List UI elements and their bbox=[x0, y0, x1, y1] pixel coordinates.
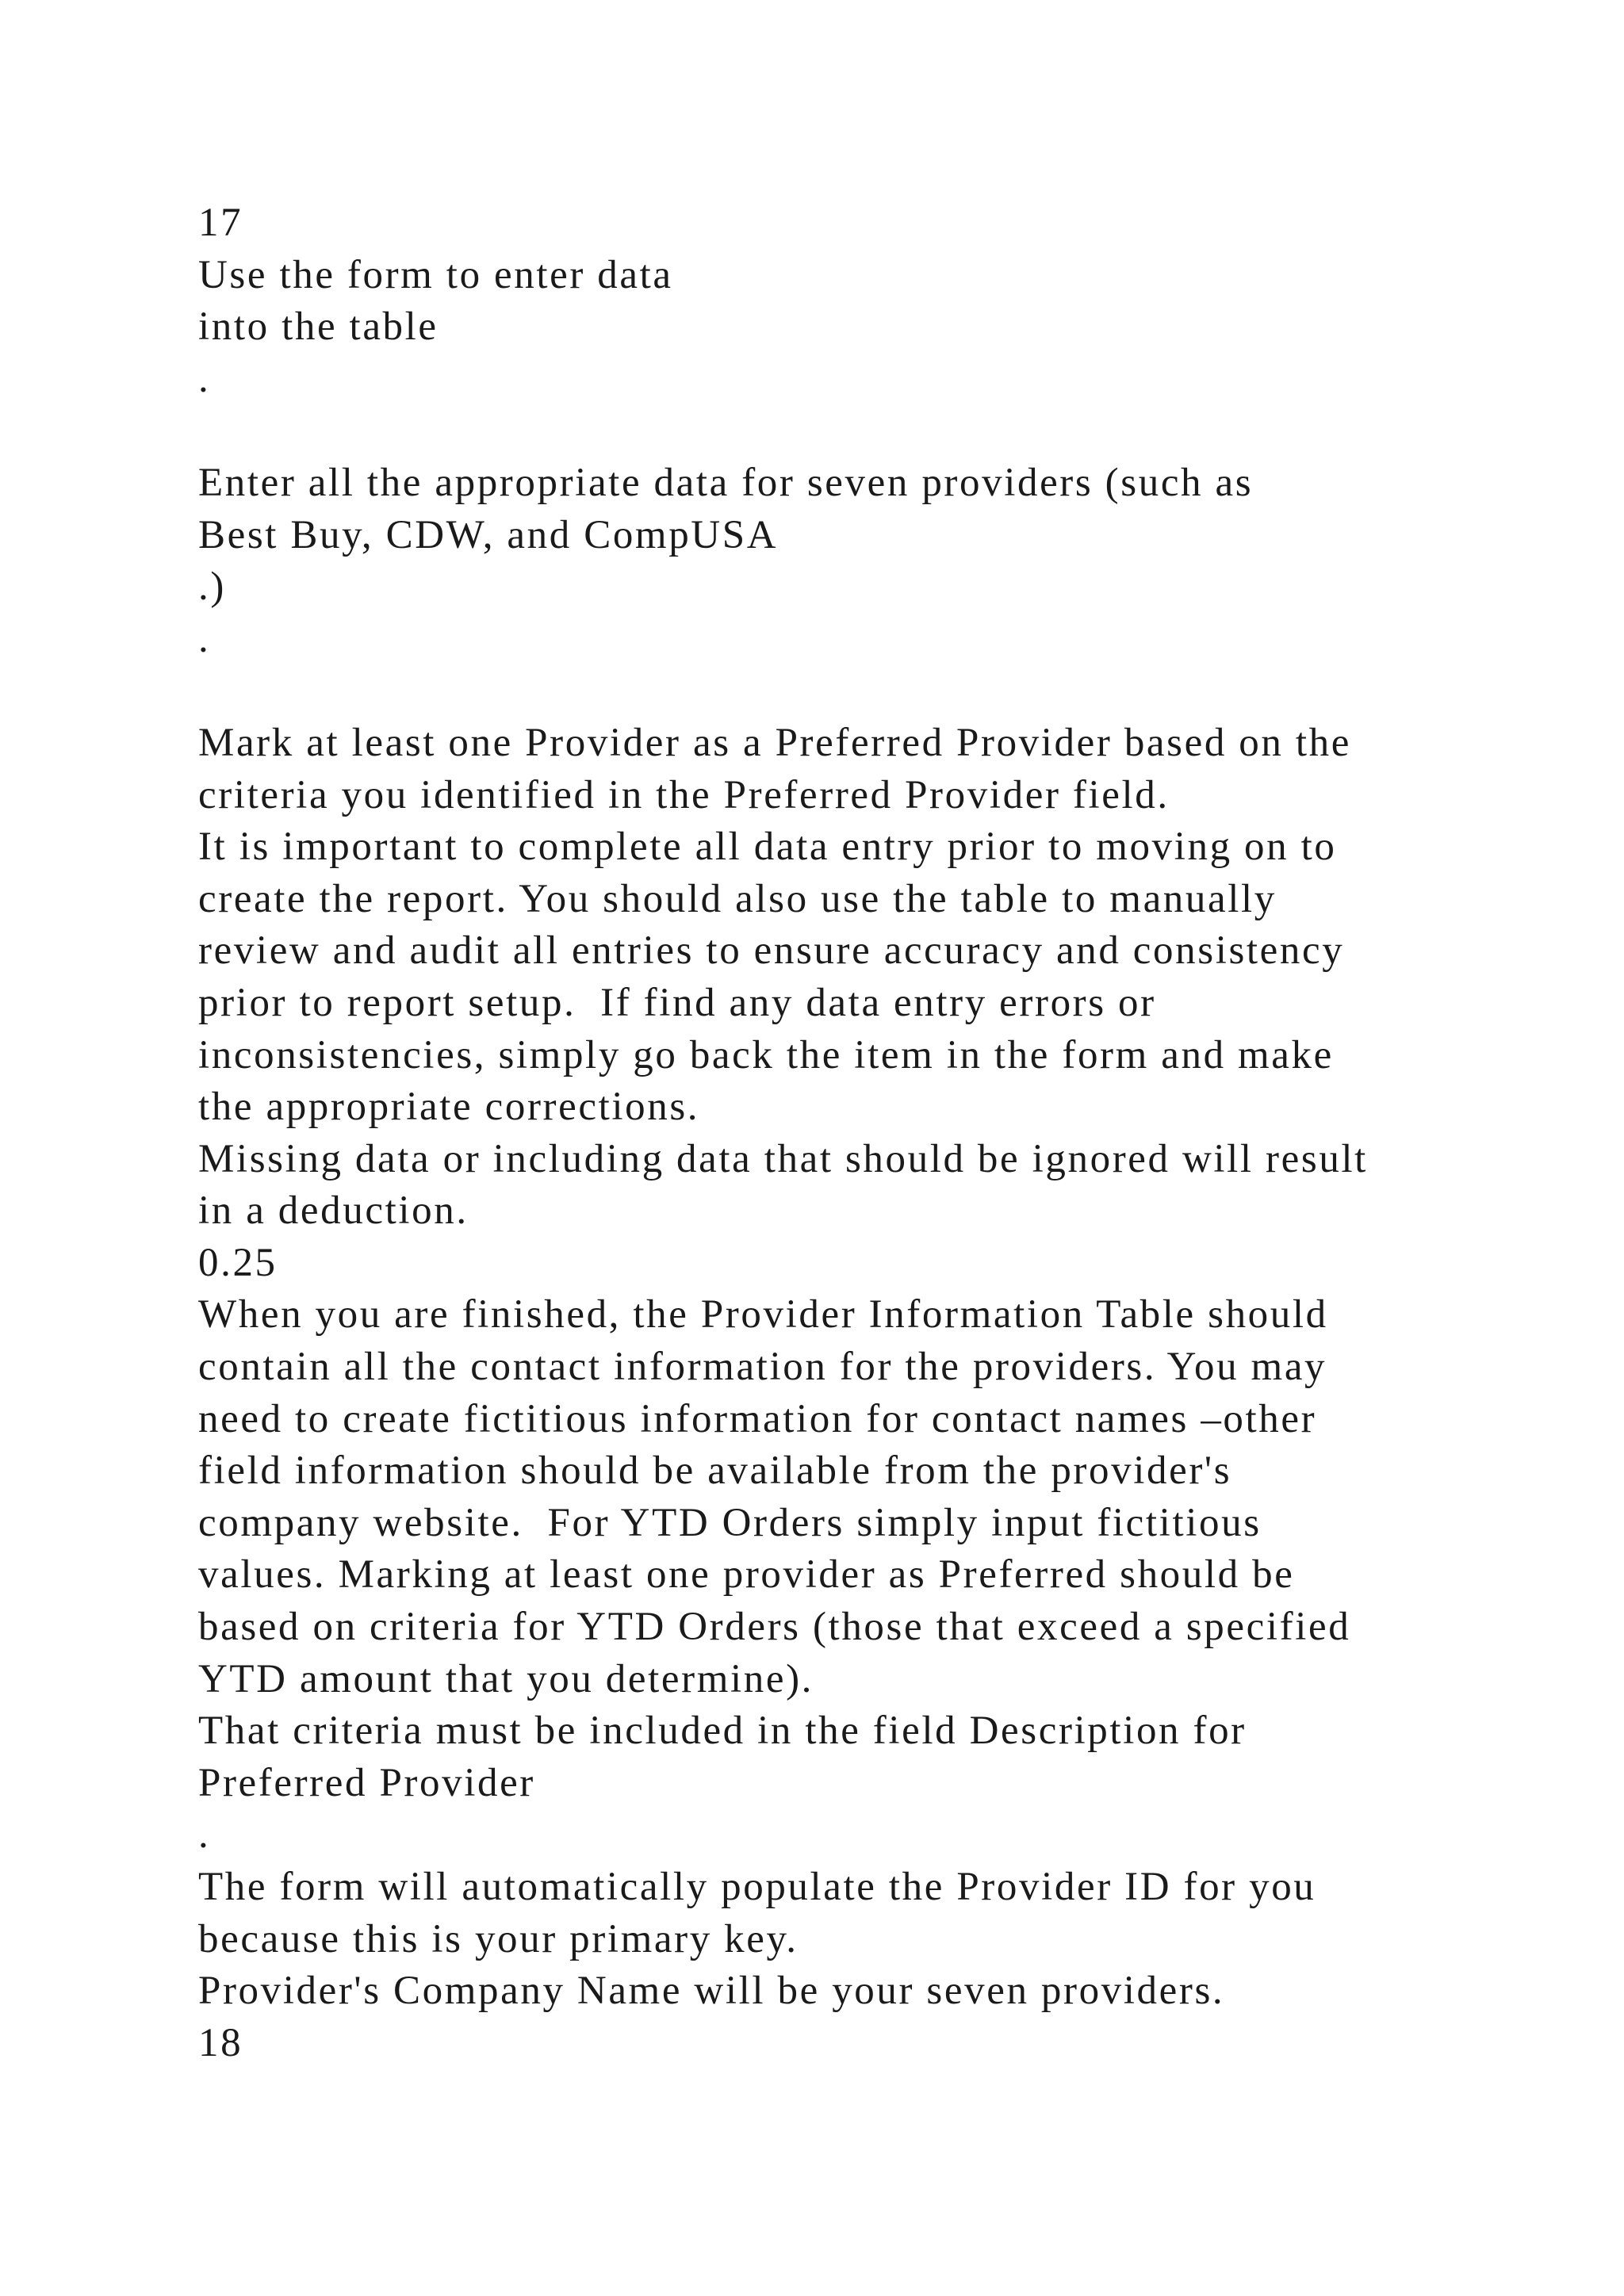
text-line: create the report. You should also use the table to manually bbox=[198, 876, 1277, 921]
text-line: in a deduction. bbox=[198, 1188, 469, 1234]
text-line: Mark at least one Provider as a Preferred Provider based on the bbox=[198, 720, 1351, 765]
text-line: When you are finished, the Provider Information Table should bbox=[198, 1292, 1328, 1337]
text-line: contain all the contact information for the providers. You may bbox=[198, 1345, 1327, 1390]
text-line: YTD amount that you determine). bbox=[198, 1656, 814, 1701]
text-line: The form will automatically populate the Provider ID for you bbox=[198, 1865, 1316, 1909]
text-line: .) bbox=[198, 564, 226, 610]
text-line: It is important to complete all data entry prior to moving on to bbox=[198, 825, 1337, 870]
text-line: inconsistencies, simply go back the item in the form and make bbox=[198, 1032, 1334, 1077]
text-line: . bbox=[198, 1812, 211, 1858]
page-number: 18 bbox=[198, 2020, 243, 2065]
blank-line bbox=[198, 405, 1546, 457]
text-line: Enter all the appropriate data for seven providers (such as bbox=[198, 460, 1254, 505]
text-line: company website. For YTD Orders simply input fictitious bbox=[198, 1500, 1262, 1545]
text-line: Best Buy, CDW, and CompUSA bbox=[198, 512, 779, 557]
text-line: need to create fictitious information for contact names –other bbox=[198, 1396, 1317, 1441]
text-line: Use the form to enter data bbox=[198, 252, 673, 297]
text-line: Preferred Provider bbox=[198, 1760, 535, 1805]
page-number: 17 bbox=[198, 201, 243, 245]
text-line: Provider's Company Name will be your seven providers. bbox=[198, 1969, 1225, 2014]
text-line: Missing data or including data that should be ignored will result bbox=[198, 1136, 1368, 1181]
text-line: field information should be available from the provider's bbox=[198, 1448, 1232, 1494]
text-line: based on criteria for YTD Orders (those that exceed a specified bbox=[198, 1605, 1351, 1650]
text-line: into the table bbox=[198, 304, 439, 350]
points-value: 0.25 bbox=[198, 1240, 278, 1285]
text-line: review and audit all entries to ensure accuracy and consistency bbox=[198, 928, 1345, 974]
text-line: because this is your primary key. bbox=[198, 1916, 799, 1961]
blank-line bbox=[198, 665, 1546, 718]
text-line: prior to report setup. If find any data entry errors or bbox=[198, 980, 1156, 1025]
text-line: . bbox=[198, 616, 211, 661]
text-line: values. Marking at least one provider as Preferred should be bbox=[198, 1552, 1295, 1598]
text-line: criteria you identified in the Preferred Provider field. bbox=[198, 772, 1170, 817]
text-line: That criteria must be included in the field Description for bbox=[198, 1709, 1247, 1754]
text-line: . bbox=[198, 356, 211, 401]
document-body bbox=[198, 197, 1546, 2069]
text-line: the appropriate corrections. bbox=[198, 1085, 700, 1130]
